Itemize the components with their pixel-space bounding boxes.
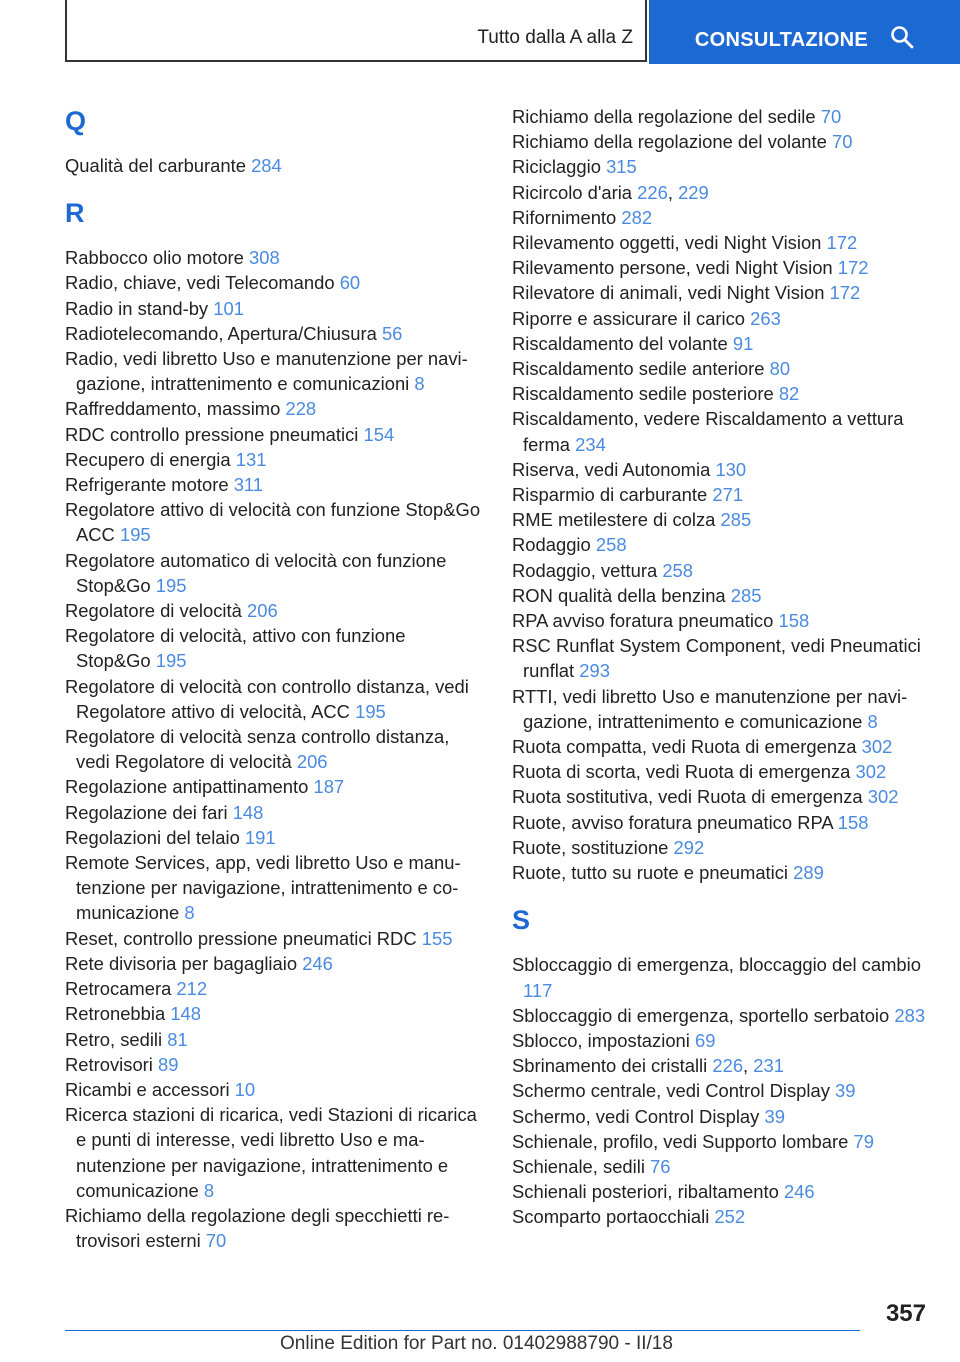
index-entry [65,447,485,472]
page-reference-link[interactable]: 226 [712,1055,744,1077]
chapter-title: CONSULTAZIONE [694,28,869,51]
footer-divider [65,1330,860,1331]
index-entry [65,396,485,421]
page-reference-link[interactable]: 10 [234,1078,256,1100]
index-entry-text: Rabbocco olio motore [65,247,244,269]
page-reference-link[interactable]: 195 [355,700,386,722]
page-reference-link[interactable]: 8 [184,902,195,924]
index-entry [65,497,485,547]
page-reference-link[interactable]: 263 [750,307,781,329]
index-entry [65,598,485,623]
page-reference-link[interactable]: 271 [712,484,744,506]
page-reference-link[interactable]: 195 [155,574,187,596]
page-reference-link[interactable]: 39 [764,1105,785,1127]
index-entry [65,1077,485,1102]
index-entry-text: Ruote, sostituzione [512,836,669,858]
index-entry-text: Riserva, vedi Autonomia [512,458,711,480]
index-entry [512,306,932,331]
page-reference-link[interactable]: 155 [421,927,453,949]
page-reference-link[interactable]: 284 [251,155,282,176]
page-reference-link[interactable]: 91 [732,332,754,354]
page-reference-link[interactable]: 130 [715,458,747,480]
index-entry [512,583,932,608]
index-entry-text: Sblocco, impostazioni [512,1029,690,1051]
index-entry-text: Rodaggio [512,534,591,556]
page-reference-link[interactable]: 172 [829,282,861,304]
index-entry-text: Refrigerante motore [65,474,229,496]
page-reference-link[interactable]: 302 [861,736,893,758]
page-reference-link[interactable]: 8 [867,710,878,732]
page-reference-link[interactable]: 246 [302,952,333,974]
index-entry-text: Risparmio di carburante [512,484,708,506]
index-entry [512,558,932,583]
index-entry-text: Radio in stand-by [65,297,209,319]
page-reference-link[interactable]: 206 [246,600,278,622]
index-entry [65,774,485,799]
page-reference-link[interactable]: 212 [176,978,208,1000]
index-entry [65,623,485,673]
index-list-r-continued [512,104,932,885]
index-entry-text: Riscaldamento, vedere Riscaldamento a vettura ferma [512,408,904,455]
index-entry-text: Regolatore di velocità senza controllo distanza, vedi Regolatore di velocità [65,726,450,773]
index-entry [512,608,932,633]
index-entry-text: Scomparto portaocchiali [512,1206,710,1228]
page-reference-link[interactable]: 285 [720,509,752,531]
index-entry-text: Ruota di scorta, vedi Ruota di emergenza [512,761,851,783]
index-entry-text: Radio, chiave, vedi Telecomando [65,272,335,294]
page-reference-link[interactable]: 258 [662,559,693,581]
page-reference-link[interactable]: 172 [837,257,869,279]
index-list-s [512,952,932,1229]
index-entry [512,1179,932,1204]
footer-edition: Online Edition for Part no. 01402988790 - II/18 [280,1333,673,1354]
index-entry: Ricircolo d'aria 226, 229 [512,181,709,203]
index-entry-text: Rifornimento [512,206,617,228]
page-reference-link[interactable]: 79 [853,1130,874,1152]
index-letter-q: Q [65,106,87,136]
index-entry [512,810,932,835]
page-reference-link[interactable]: 191 [244,826,276,848]
page-reference-link[interactable]: 234 [575,433,606,455]
page-reference-link[interactable]: 82 [778,383,800,405]
page-reference-link[interactable]: 117 [523,979,553,1001]
index-entry [65,346,485,396]
index-entry-text: Richiamo della regolazione del sedile [512,106,816,127]
index-entry-text: Remote Services, app, vedi libretto Uso e manutenzione per navigazione, intrattenimento e comunicazione [65,852,461,924]
index-entry-text: Regolatore automatico di velocità con funzione Stop&Go [65,549,447,596]
index-entry-text: Ricircolo d'aria [512,181,633,203]
page-reference-link[interactable]: 158 [837,811,869,833]
index-entry-text: Retrocamera [65,978,172,1000]
index-entry-text: Schermo centrale, vedi Control Display [512,1080,830,1102]
page-header [65,0,960,64]
page-reference-link[interactable]: 8 [203,1179,215,1201]
index-entry [512,406,932,456]
page-reference-link[interactable]: 231 [753,1055,784,1077]
index-entry [65,548,485,598]
index-entry-text: Riscaldamento del volante [512,332,728,354]
index-entry-text: Ruote, avviso foratura pneumatico RPA [512,811,833,833]
index-entry [512,104,932,129]
section-title: Tutto dalla A alla Z [477,27,633,48]
index-entry [65,724,485,774]
page-reference-link[interactable]: 158 [778,610,810,632]
index-list-q [65,153,485,178]
page-reference-link[interactable]: 289 [793,862,824,884]
index-entry [65,850,485,926]
index-entry [65,951,485,976]
index-entry [512,482,932,507]
index-entry [512,952,932,1002]
index-entry [512,759,932,784]
page-reference-link[interactable]: 311 [233,474,264,496]
index-entry [512,784,932,809]
index-entry-text: Schermo, vedi Control Display [512,1105,760,1127]
index-entry [65,296,485,321]
index-entry [512,154,932,179]
page-reference-link[interactable]: 293 [579,660,610,682]
page-reference-link[interactable]: 258 [595,534,627,556]
page-reference-link[interactable]: 70 [205,1230,227,1252]
page-reference-link[interactable]: 292 [673,836,705,858]
page-reference-link[interactable]: 282 [621,206,653,228]
index-entry [512,507,932,532]
index-entry-text: Regolatore attivo di velocità con funzione Stop&Go ACC [65,499,481,546]
index-entry-text: Radio, vedi libretto Uso e manutenzione per navigazione, intrattenimento e comunicazioni [65,348,468,395]
index-entry [512,734,932,759]
index-entry [512,860,932,885]
page-reference-link[interactable]: 206 [296,751,328,773]
index-entry-text: Ruota compatta, vedi Ruota di emergenza [512,736,857,758]
index-entry [65,472,485,497]
index-column-left [65,102,485,1253]
index-entry-text: Radiotelecomando, Apertura/Chiusura [65,322,377,344]
index-entry-text: RON qualità della benzina [512,584,726,606]
index-entry-text: Rilevamento persone, vedi Night Vision [512,257,833,279]
page-reference-link[interactable]: 80 [769,358,791,380]
page-reference-link[interactable]: 70 [820,106,842,127]
index-entry-text: Rilevamento oggetti, vedi Night Vision [512,232,822,254]
index-entry-text: Regolatore di velocità [65,600,242,622]
page-reference-link[interactable]: 302 [855,761,887,783]
index-entry-text: Ricambi e accessori [65,1078,230,1100]
page-reference-link[interactable]: 148 [232,801,264,823]
index-entry [65,422,485,447]
index-entry [65,153,485,178]
index-letter-r: R [65,198,85,229]
index-entry [65,926,485,951]
index-entry-text: Ruote, tutto su ruote e pneumatici [512,862,789,884]
page-reference-link[interactable]: 172 [826,232,858,254]
page-reference-link[interactable]: 154 [363,423,395,445]
page-reference-link[interactable]: 302 [867,786,899,808]
index-entry [65,1052,485,1077]
index-column-right [512,104,932,1230]
index-entry-text: RSC Runflat System Component, vedi Pneumatici runflat [512,635,921,682]
page-reference-link[interactable]: 60 [339,272,361,294]
page-reference-link[interactable]: 246 [783,1181,815,1203]
index-entry [512,331,932,356]
index-entry-text: Riscaldamento sedile anteriore [512,358,765,380]
index-entry [512,633,932,683]
index-entry-text: RDC controllo pressione pneumatici [65,423,359,445]
page-reference-link[interactable]: 148 [170,1003,202,1025]
index-entry-text: Schienale, sedili [512,1155,645,1177]
page-reference-link[interactable]: 81 [167,1028,188,1050]
index-entry [65,245,485,270]
index-entry-text: Riscaldamento sedile posteriore [512,383,774,405]
index-entry [512,230,932,255]
index-entry [65,674,485,724]
page-reference-link[interactable]: 131 [235,448,267,470]
index-entry [512,532,932,557]
index-entry [512,1204,932,1229]
search-icon[interactable] [890,25,914,54]
index-entry [512,1078,932,1103]
index-entry [512,255,932,280]
index-entry-text: Regolazione antipattinamento [65,776,309,798]
page-reference-link[interactable]: 226 [637,181,668,203]
index-entry-text: Rete divisoria per bagagliaio [65,952,298,974]
index-entry-text: Qualità del carburante [65,155,246,176]
page-reference-link[interactable]: 187 [313,776,345,798]
index-entry [512,1028,932,1053]
index-entry [65,270,485,295]
index-entry-text: Retronebbia [65,1003,166,1025]
index-entry-text: Regolazione dei fari [65,801,228,823]
index-entry-text: Sbloccaggio di emergenza, sportello serbatoio [512,1004,890,1026]
index-entry-text: Regolazioni del telaio [65,826,240,848]
index-entry [512,356,932,381]
index-entry [65,1203,485,1253]
page-reference-link[interactable]: 308 [249,247,280,269]
index-entry-text: Retrovisori [65,1053,153,1075]
page-reference-link[interactable]: 229 [678,181,709,203]
index-entry [65,976,485,1001]
index-entry [512,1104,932,1129]
index-entry-text: Schienale, profilo, vedi Supporto lombare [512,1130,849,1152]
index-entry [65,1001,485,1026]
index-entry [512,1154,932,1179]
index-entry [512,1003,932,1028]
index-entry-text: Riporre e assicurare il carico [512,307,746,329]
index-list-r [65,245,485,1253]
index-entry-text: Richiamo della regolazione degli specchietti retrovisori esterni [65,1204,450,1252]
index-entry-text: Regolatore di velocità, attivo con funzione Stop&Go [65,625,406,672]
index-entry [512,835,932,860]
index-entry [65,825,485,850]
index-entry-text: Schienali posteriori, ribaltamento [512,1181,779,1203]
page-reference-link[interactable]: 283 [894,1004,926,1026]
index-entry [512,205,932,230]
index-entry-text: Regolatore di velocità con controllo distanza, vedi Regolatore attivo di velocità, ACC [65,675,469,722]
page-reference-link[interactable]: 101 [213,297,244,319]
index-entry-text: Ruota sostitutiva, vedi Ruota di emergenza [512,786,863,808]
index-entry-text: RTTI, vedi libretto Uso e manutenzione per navigazione, intrattenimento e comunicazione [512,685,908,732]
page-reference-link[interactable]: 252 [714,1206,746,1228]
index-entry [65,1102,485,1203]
page-reference-link[interactable]: 70 [832,131,853,153]
index-entry [65,1027,485,1052]
index-entry-text: RPA avviso foratura pneumatico [512,610,774,632]
page-reference-link[interactable]: 89 [158,1053,179,1075]
index-entry-text: Riciclaggio [512,156,601,178]
page-reference-link[interactable]: 195 [119,524,151,546]
section-header-box [65,0,647,62]
index-entry-text: Sbrinamento dei cristalli [512,1055,708,1077]
index-entry-text: Sbloccaggio di emergenza, bloccaggio del cambio [512,954,921,976]
index-entry-text: Rodaggio, vettura [512,559,658,581]
page-reference-link[interactable]: 69 [695,1029,716,1051]
page-reference-link[interactable]: 285 [730,584,762,606]
page-reference-link[interactable]: 195 [155,650,187,672]
index-entry [65,800,485,825]
chapter-tab[interactable] [649,0,960,64]
page-number: 357 [885,1300,926,1327]
index-entry [512,280,932,305]
index-entry [512,1129,932,1154]
page-reference-link[interactable]: 39 [835,1080,856,1102]
index-entry [512,684,932,734]
index-entry [65,321,485,346]
index-entry [512,457,932,482]
index-entry-text: Reset, controllo pressione pneumatici RDC [65,927,417,949]
index-letter-s: S [512,905,531,936]
index-entry-text: Retro, sedili [65,1028,163,1050]
page-reference-link[interactable]: 76 [650,1155,671,1177]
index-entry: Sbrinamento dei cristalli 226, 231 [512,1055,784,1077]
page-reference-link[interactable]: 315 [606,156,637,178]
index-entry-text: Raffreddamento, massimo [65,398,281,420]
index-entry [512,129,932,154]
page-reference-link[interactable]: 8 [414,373,425,395]
index-entry-text: Rilevatore di animali, vedi Night Vision [512,282,825,304]
page-reference-link[interactable]: 56 [381,322,403,344]
page-reference-link[interactable]: 228 [285,398,317,420]
index-entry [512,381,932,406]
index-entry-text: Richiamo della regolazione del volante [512,131,827,153]
index-entry-text: Ricerca stazioni di ricarica, vedi Stazioni di ricarica e punti di interesse, vedi libretto Uso e manutenzione per navigazione, intrattenimento e comunicazione [65,1104,477,1201]
index-entry-text: Recupero di energia [65,448,231,470]
index-entry-text: RME metilestere di colza [512,509,716,531]
